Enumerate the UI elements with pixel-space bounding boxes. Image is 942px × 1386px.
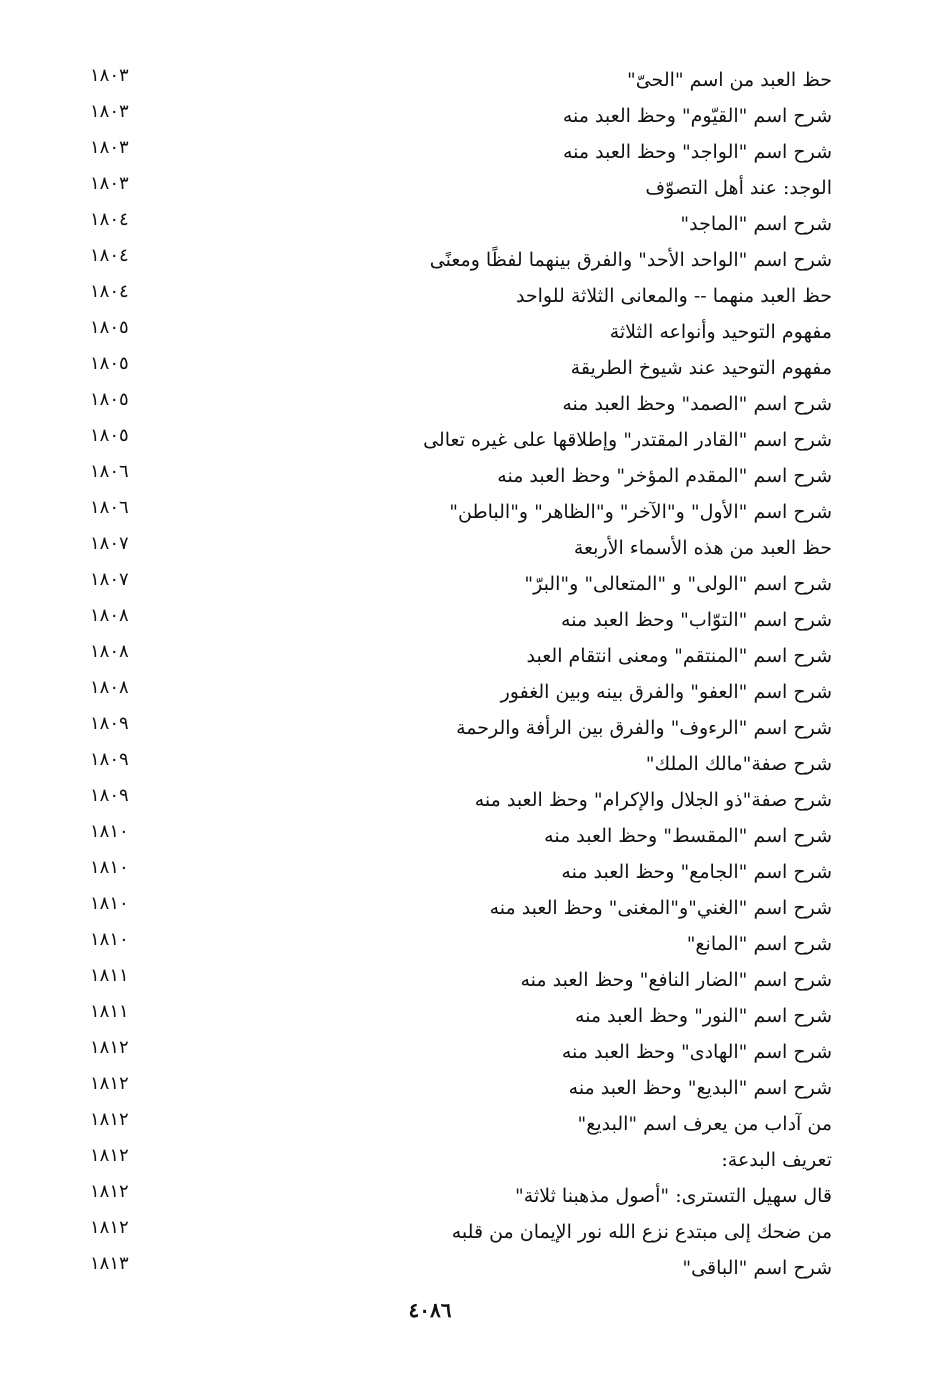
toc-entry xyxy=(80,566,840,602)
toc-entry-title: شرح اسم "المقدم المؤخر" وحظ العبد منه xyxy=(497,465,832,487)
toc-entry-page-number: ١٨١٢ xyxy=(90,1109,129,1130)
toc-entry-title: شرح اسم "المقسط" وحظ العبد منه xyxy=(544,825,832,847)
toc-entry xyxy=(80,62,840,98)
toc-entry-page-number: ١٨١٠ xyxy=(90,857,129,878)
toc-entry-title: شرح اسم "الغني"و"المغنى" وحظ العبد منه xyxy=(489,897,832,919)
toc-entry-title: مفهوم التوحيد عند شيوخ الطريقة xyxy=(570,357,832,379)
toc-entry xyxy=(80,1214,840,1250)
toc-entry xyxy=(80,314,840,350)
toc-entry-title: شرح اسم "القادر المقتدر" وإطلاقها على غيره تعالى xyxy=(423,429,832,451)
toc-entry xyxy=(80,1250,840,1286)
toc-entry xyxy=(80,494,840,530)
toc-entry xyxy=(80,1178,840,1214)
toc-entry-page-number: ١٨١٢ xyxy=(90,1145,129,1166)
toc-entry-title: شرح اسم "البديع" وحظ العبد منه xyxy=(568,1077,832,1099)
toc-entry-page-number: ١٨٠٨ xyxy=(90,677,129,698)
toc-entry-title: حظ العبد من هذه الأسماء الأربعة xyxy=(573,537,832,559)
toc-entry xyxy=(80,530,840,566)
toc-entry-page-number: ١٨١١ xyxy=(90,965,129,986)
toc-entry xyxy=(80,782,840,818)
toc-entry xyxy=(80,674,840,710)
toc-entry-title: شرح اسم "الولى" و "المتعالى" و"البرّ" xyxy=(524,573,832,595)
toc-entry-title: شرح اسم "الواحد الأحد" والفرق بينهما لفظًا ومعنًى xyxy=(429,249,832,271)
toc-entry-page-number: ١٨٠٥ xyxy=(90,389,129,410)
toc-entry xyxy=(80,638,840,674)
toc-entry xyxy=(80,1034,840,1070)
toc-entry-page-number: ١٨٠٤ xyxy=(90,209,129,230)
toc-entry xyxy=(80,926,840,962)
toc-entry-title: شرح اسم "الهادى" وحظ العبد منه xyxy=(561,1041,832,1063)
page-number: ٤٠٨٦ xyxy=(408,1298,452,1322)
toc-entry xyxy=(80,746,840,782)
toc-entry-page-number: ١٨٠٩ xyxy=(90,749,129,770)
toc-entry-page-number: ١٨١٠ xyxy=(90,893,129,914)
toc-entry-page-number: ١٨٠٨ xyxy=(90,605,129,626)
toc-entry xyxy=(80,602,840,638)
toc-entry-title: من آداب من يعرف اسم "البديع" xyxy=(577,1113,832,1135)
toc-entry xyxy=(80,458,840,494)
toc-entry-title: شرح اسم "الصمد" وحظ العبد منه xyxy=(562,393,832,415)
toc-entry-title: شرح اسم "الماجد" xyxy=(680,213,832,235)
toc-entry-page-number: ١٨٠٣ xyxy=(90,137,129,158)
toc-entry-page-number: ١٨٠٣ xyxy=(90,65,129,86)
toc-entry-page-number: ١٨٠٥ xyxy=(90,353,129,374)
toc-entry-title: مفهوم التوحيد وأنواعه الثلاثة xyxy=(609,321,832,343)
toc-entry-page-number: ١٨٠٣ xyxy=(90,101,129,122)
toc-entry xyxy=(80,98,840,134)
toc-entry-page-number: ١٨٠٧ xyxy=(90,533,129,554)
toc-entry-title: شرح اسم "الضار النافع" وحظ العبد منه xyxy=(520,969,832,991)
toc-entry-page-number: ١٨٠٥ xyxy=(90,317,129,338)
toc-entry-title: شرح اسم "الرءوف" والفرق بين الرأفة والرحمة xyxy=(456,717,832,739)
toc-entry xyxy=(80,278,840,314)
toc-entry xyxy=(80,890,840,926)
toc-entry-title: شرح صفة"ذو الجلال والإكرام" وحظ العبد منه xyxy=(474,789,832,811)
toc-entry-page-number: ١٨١٠ xyxy=(90,821,129,842)
toc-entry-title: شرح اسم "التوّاب" وحظ العبد منه xyxy=(561,609,832,631)
toc-entry-title: شرح اسم "الجامع" وحظ العبد منه xyxy=(561,861,832,883)
toc-entry xyxy=(80,422,840,458)
toc-entry xyxy=(80,1106,840,1142)
toc-entry xyxy=(80,854,840,890)
toc-entry xyxy=(80,206,840,242)
toc-entry xyxy=(80,962,840,998)
toc-entry-title: تعريف البدعة: xyxy=(721,1149,832,1171)
toc-entry xyxy=(80,350,840,386)
toc-entry-title: شرح اسم "المانع" xyxy=(686,933,832,955)
toc-entry-title: شرح اسم "الواجد" وحظ العبد منه xyxy=(562,141,832,163)
toc-entry-title: شرح صفة"مالك الملك" xyxy=(645,753,832,775)
toc-entry-page-number: ١٨٠٣ xyxy=(90,173,129,194)
toc-entry-page-number: ١٨٠٤ xyxy=(90,281,129,302)
toc-entry-title: الوجد: عند أهل التصوّف xyxy=(645,177,832,199)
toc-entry xyxy=(80,134,840,170)
toc-entry xyxy=(80,386,840,422)
table-of-contents xyxy=(80,62,840,1286)
toc-entry-title: شرح اسم "المنتقم" ومعنى انتقام العبد xyxy=(526,645,832,667)
toc-entry-title: شرح اسم "النور" وحظ العبد منه xyxy=(575,1005,832,1027)
toc-entry-page-number: ١٨١٢ xyxy=(90,1073,129,1094)
toc-entry-page-number: ١٨١١ xyxy=(90,1001,129,1022)
toc-entry xyxy=(80,710,840,746)
toc-entry-page-number: ١٨١٠ xyxy=(90,929,129,950)
toc-entry xyxy=(80,1070,840,1106)
toc-entry-page-number: ١٨٠٤ xyxy=(90,245,129,266)
toc-entry-page-number: ١٨٠٦ xyxy=(90,497,129,518)
toc-entry-title: من ضحك إلى مبتدع نزع الله نور الإيمان من قلبه xyxy=(451,1221,832,1243)
toc-entry xyxy=(80,1142,840,1178)
toc-entry-title: قال سهيل التسترى: "أصول مذهبنا ثلاثة" xyxy=(515,1185,832,1207)
toc-entry-page-number: ١٨٠٩ xyxy=(90,713,129,734)
toc-entry-page-number: ١٨٠٦ xyxy=(90,461,129,482)
toc-entry-title: شرح اسم "الأول" و"الآخر" و"الظاهر" و"الباطن" xyxy=(449,501,832,523)
toc-entry xyxy=(80,170,840,206)
toc-entry-title: حظ العبد من اسم "الحىّ" xyxy=(626,69,832,91)
toc-entry-page-number: ١٨١٢ xyxy=(90,1181,129,1202)
toc-entry-title: شرح اسم "الباقى" xyxy=(682,1257,832,1279)
toc-entry-title: حظ العبد منهما -- والمعانى الثلاثة للواحد xyxy=(515,285,832,307)
toc-entry xyxy=(80,242,840,278)
toc-entry xyxy=(80,818,840,854)
toc-entry-page-number: ١٨١٣ xyxy=(90,1253,129,1274)
toc-entry-page-number: ١٨٠٧ xyxy=(90,569,129,590)
toc-entry-title: شرح اسم "القيّوم" وحظ العبد منه xyxy=(562,105,832,127)
toc-entry-title: شرح اسم "العفو" والفرق بينه وبين الغفور xyxy=(500,681,832,703)
toc-entry xyxy=(80,998,840,1034)
toc-entry-page-number: ١٨٠٥ xyxy=(90,425,129,446)
toc-entry-page-number: ١٨١٢ xyxy=(90,1037,129,1058)
toc-entry-page-number: ١٨٠٨ xyxy=(90,641,129,662)
toc-entry-page-number: ١٨٠٩ xyxy=(90,785,129,806)
toc-entry-page-number: ١٨١٢ xyxy=(90,1217,129,1238)
